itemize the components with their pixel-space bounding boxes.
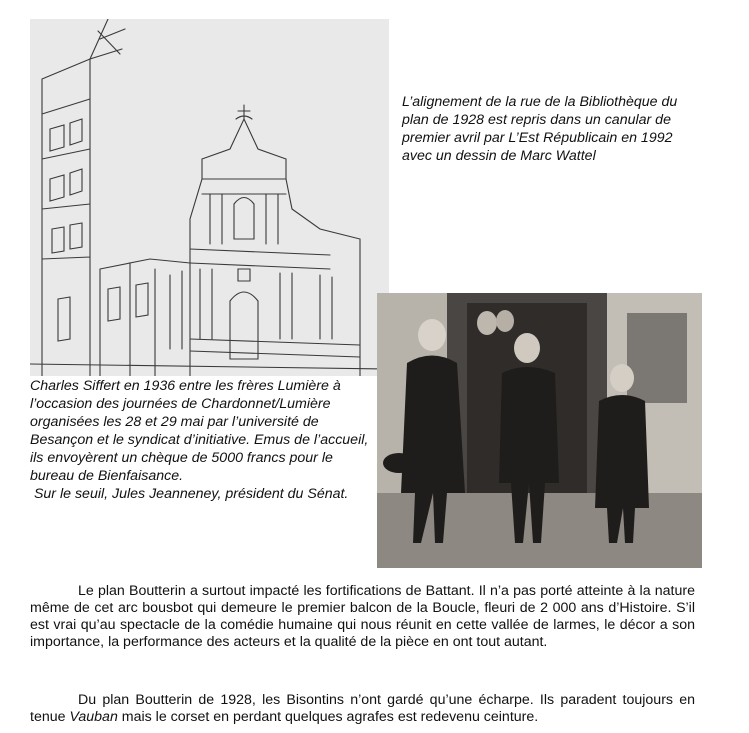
paragraph-2-italic-word: Vauban	[69, 709, 118, 725]
paragraph-1-text: Le plan Boutterin a surtout impacté les fortifications de Battant. Il n’a pas porté atteinte à la nature même de cet arc bousbot qui demeure le premier balcon de la Boucle, fleuri de 2 000 ans d’Histoire. S’il est vrai qu’au spectacle de la comédie humaine qui nous réunit en cette vallée de larmes, le décor a son importance, la performance des acteurs et la qualité de la pièce en ont tout autant.	[30, 583, 695, 650]
sketch-caption: L’alignement de la rue de la Bibliothèque du plan de 1928 est repris dans un canular de premier avril par L’Est Républicain en 1992 avec un dessin de Marc Wattel	[402, 94, 678, 164]
body-paragraph-2	[30, 692, 695, 726]
paragraph-2-text-after: mais le corset en perdant quelques agrafes est redevenu ceinture.	[117, 709, 539, 725]
photo-caption-extra: Sur le seuil, Jules Jeanneney, président du Sénat.	[30, 486, 349, 502]
photo-caption-main: Charles Siffert en 1936 entre les frères Lumière à l’occasion des journées de Chardonnet/Lumière organisées les 28 et 29 mai par l’université de Besançon et le syndicat d’initiative. Emus de l’accueil, ils envoyèrent un chèque de 5000 francs pour le bureau de Bienfaisance.	[30, 378, 369, 484]
body-paragraph-1	[30, 583, 695, 651]
church-sketch-image	[30, 19, 389, 376]
historic-photo-image	[377, 293, 702, 568]
photo-caption	[30, 377, 378, 503]
paragraph-2-text-before: Du plan Boutterin de 1928, les Bisontins n’ont gardé qu’une écharpe. Ils paradent toujours en tenue	[30, 692, 695, 725]
